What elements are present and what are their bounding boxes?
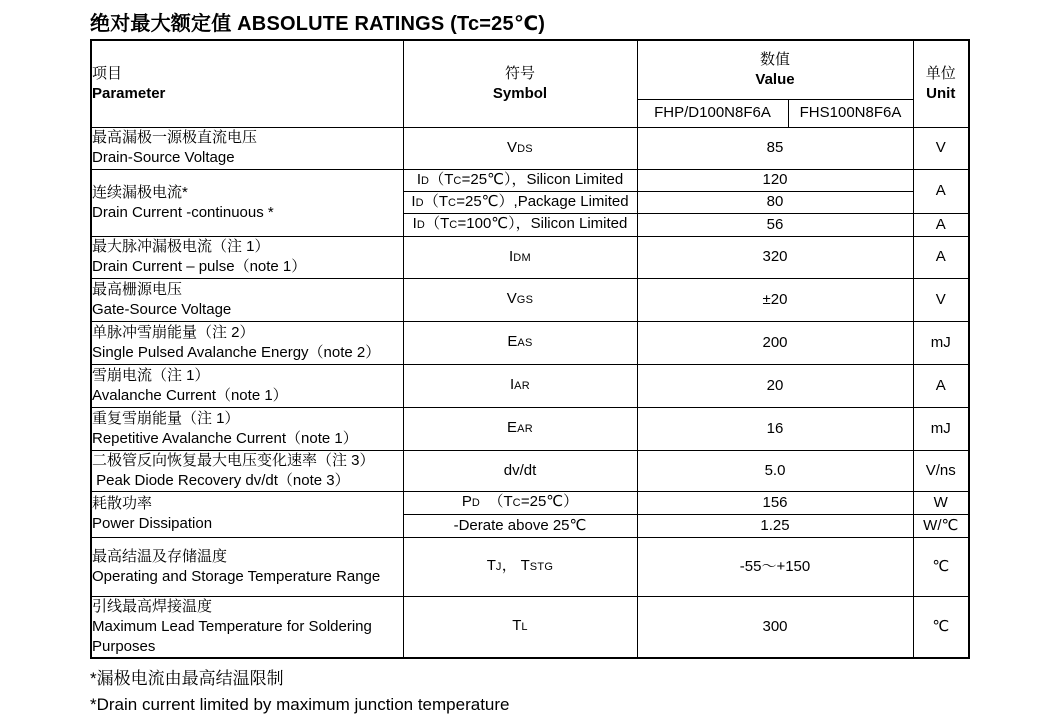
page-title: 绝对最大额定值 ABSOLUTE RATINGS (Tc=25℃) [90,13,546,35]
table-row-vgs [91,278,969,321]
footnotes [90,666,970,715]
symbol-cell [403,321,637,364]
param-zh: 重复雪崩能量（注 1） [92,409,240,427]
symbol-sub: D [416,219,426,231]
symbol-sub: D [471,497,481,509]
table-header-row-1 [91,40,969,99]
unit-cell: A [913,169,969,213]
symbol-text: （T [425,215,450,232]
param-zh: 耗散功率 [92,495,153,512]
symbol-main: I [509,376,515,393]
header-model-2: FHS100N8F6A [788,99,913,127]
symbol-text: =25℃） [520,493,579,510]
param-zh: 连续漏极电流* [92,183,188,201]
symbol-sub: J [495,561,502,573]
footnote-zh: *漏极电流由最高结温限制 [90,668,284,688]
param-cell [91,321,403,364]
param-en: Repetitive Avalanche Current（note 1） [92,429,358,447]
symbol-sub: C [512,497,521,509]
table-row-pd [91,491,969,514]
value-cell: 1.25 [637,514,913,537]
param-en: Peak Diode Recovery dv/dt（note 3） [92,471,350,489]
symbol-text: =25℃），Silicon Limited [461,170,624,188]
unit-cell: mJ [913,321,969,364]
symbol-sub: C [449,219,458,231]
symbol-sub: DM [513,251,531,264]
header-symbol-cell [403,40,637,127]
header-unit-en: Unit [926,84,956,102]
param-zh: 最大脉冲漏极电流（注 1） [92,238,270,255]
symbol-sub: D [421,174,430,187]
symbol-sub: AR [517,423,533,435]
unit-cell: W [913,491,969,514]
param-zh: 最高漏极一源极直流电压 [92,129,258,146]
symbol-cell [403,514,637,537]
header-value-en: Value [755,70,795,88]
symbol-sub: AR [514,380,531,392]
value-cell: 16 [637,407,913,450]
table-row-ear [91,407,969,450]
symbol-cell [403,596,637,658]
param-cell [91,169,403,236]
table-row-dvdt [91,450,969,491]
symbol-cell [403,364,637,407]
param-zh: 最高栅源电压 [92,280,183,298]
param-en: Maximum Lead Temperature for Soldering Purposes [92,617,377,655]
value-cell: 20 [637,364,913,407]
symbol-text: （T [423,192,448,210]
param-en: Operating and Storage Temperature Range [92,567,381,585]
symbol-cell [403,491,637,514]
symbol-cell [403,169,637,191]
symbol-main: T [486,557,496,574]
param-zh: 二极管反向恢复最大电压变化速率（注 3） [92,451,375,469]
symbol-cell [403,407,637,450]
value-cell: 156 [637,491,913,514]
symbol-sub: STG [529,561,554,573]
symbol-cell [403,450,637,491]
header-value-zh: 数值 [760,50,791,68]
content-area [90,12,970,715]
symbol-sub: L [521,621,528,633]
param-cell [91,537,403,596]
header-model-1: FHP/D100N8F6A [637,99,788,127]
symbol-text: -Derate above 25℃ [453,516,587,534]
unit-cell: A [913,364,969,407]
symbol-cell [403,236,637,278]
param-cell [91,364,403,407]
param-cell [91,596,403,658]
table-row-eas [91,321,969,364]
footnote-en: *Drain current limited by maximum junction temperature [90,694,510,714]
unit-cell: V [913,278,969,321]
param-zh: 引线最高焊接温度 [92,597,213,615]
header-parameter-cell [91,40,403,127]
param-zh: 雪崩电流（注 1） [92,366,210,384]
symbol-cell [403,127,637,169]
table-row-tl [91,596,969,658]
param-cell [91,278,403,321]
param-en: Power Dissipation [92,515,213,532]
absolute-ratings-table [90,39,970,659]
symbol-main: I [509,247,514,265]
symbol-sub: C [453,174,462,187]
value-cell: 200 [637,321,913,364]
symbol-sub: DS [517,142,533,155]
param-cell [91,407,403,450]
header-symbol-zh: 符号 [504,64,535,82]
symbol-cell [403,213,637,236]
param-en: Avalanche Current（note 1） [92,386,288,404]
symbol-sub: C [447,196,457,209]
unit-cell: V/ns [913,450,969,491]
value-cell: 120 [637,169,913,191]
unit-cell: W/℃ [913,514,969,537]
param-cell [91,491,403,537]
symbol-text: ， T [501,557,530,574]
param-en: Drain-Source Voltage [92,149,235,166]
unit-cell: A [913,213,969,236]
header-parameter-zh: 项目 [92,64,123,82]
param-cell [91,127,403,169]
symbol-cell [403,537,637,596]
symbol-text: =100℃），Silicon Limited [457,215,628,232]
symbol-cell [403,278,637,321]
unit-cell: V [913,127,969,169]
value-cell: ±20 [637,278,913,321]
symbol-main: V [506,290,517,307]
symbol-main: I [416,170,421,188]
param-en: Drain Current – pulse（note 1） [92,258,307,275]
unit-cell: mJ [913,407,969,450]
unit-cell: ℃ [913,537,969,596]
symbol-sub: AS [517,337,533,349]
symbol-main: E [507,419,518,436]
symbol-main: E [507,333,518,350]
symbol-main: T [512,617,522,634]
table-row-id-silicon-25 [91,169,969,191]
symbol-sub: D [415,196,424,209]
symbol-main: dv/dt [503,461,537,479]
header-parameter-en: Parameter [92,84,166,102]
symbol-main: V [507,138,518,156]
value-cell: 320 [637,236,913,278]
header-unit-cell [913,40,969,127]
param-en: Drain Current -continuous * [92,203,274,221]
symbol-sub: GS [516,294,534,306]
table-row-tj-tstg [91,537,969,596]
param-zh: 最高结温及存储温度 [92,547,228,565]
value-cell: 85 [637,127,913,169]
header-unit-zh: 单位 [925,64,956,82]
value-cell: 56 [637,213,913,236]
value-cell: 5.0 [637,450,913,491]
symbol-text: （T [480,493,513,510]
value-cell: 80 [637,191,913,213]
header-value-cell [637,40,913,99]
param-cell [91,450,403,491]
header-symbol-en: Symbol [492,84,548,102]
unit-cell: ℃ [913,596,969,658]
symbol-main: I [412,215,417,232]
table-row-vds [91,127,969,169]
param-en: Gate-Source Voltage [92,300,232,318]
unit-cell: A [913,236,969,278]
symbol-main: I [411,192,416,210]
table-row-iar [91,364,969,407]
symbol-text: （T [429,170,454,188]
symbol-main: P [461,493,472,510]
table-row-idm [91,236,969,278]
param-cell [91,236,403,278]
value-cell: 300 [637,596,913,658]
param-zh: 单脉冲雪崩能量（注 2） [92,323,255,341]
value-cell: -55～+150 [637,537,913,596]
param-en: Single Pulsed Avalanche Energy（note 2） [92,343,381,361]
symbol-text: =25℃）,Package Limited [456,192,629,210]
symbol-cell [403,191,637,213]
